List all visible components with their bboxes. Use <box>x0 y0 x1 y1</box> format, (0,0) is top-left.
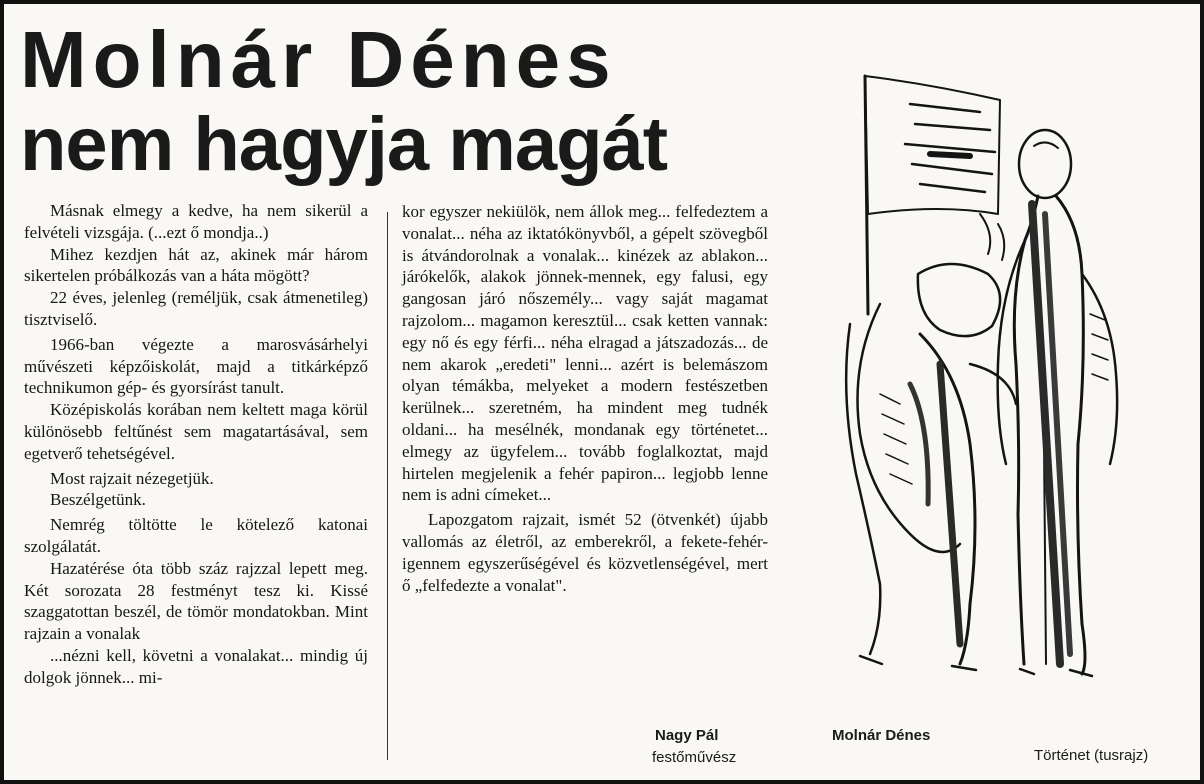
ink-drawing-icon <box>820 64 1200 734</box>
paragraph: Mihez kezdjen hát az, akinek már három sikertelen próbálkozás van a háta mögött? <box>24 244 368 286</box>
paragraph: Beszélgetünk. <box>50 490 146 510</box>
paragraph: 1966-ban végezte a marosvásárhelyi művészeti képzőiskolát, majd a titkárképző technikumon gép- és gyorsírást tanult. <box>24 334 368 398</box>
paragraph: ...nézni kell, követni a vonalakat... mindig új dolgok jönnek... mi- <box>24 645 368 687</box>
artist-name: Molnár Dénes <box>832 727 931 744</box>
paragraph: Lapozgatom rajzait, ismét 52 (ötvenkét) újabb vallomás az életről, az emberekről, a fekete-fehér-igennem egyszerűségével és közvetlenségével, mert ő „felfedezte a vonalat". <box>402 510 768 595</box>
headline-line-2: nem hagyja magát <box>20 102 668 187</box>
paragraph: Most rajzait nézegetjük. <box>50 468 214 488</box>
headline-line-1: Molnár Dénes <box>20 15 617 104</box>
artwork-caption: Történet (tusrajz) <box>1034 747 1149 764</box>
author-role: festőművész <box>652 749 737 766</box>
paragraph: Hazatérése óta több száz rajzzal lepett meg. Két sorozata 28 festményt tesz ki. Kissé szaggatottan beszél, de tömör mondatokban. Mint rajzain a vonalak <box>24 558 368 644</box>
author-name: Nagy Pál <box>655 727 719 744</box>
paragraph: Nemrég töltötte le kötelező katonai szolgálatát. <box>24 515 368 556</box>
paragraph: 22 éves, jelenleg (reméljük, csak átmenetileg) tisztviselő. <box>24 288 368 329</box>
article-column-left <box>24 200 368 689</box>
paragraph: Másnak elmegy a kedve, ha nem sikerül a felvételi vizsgája. (...ezt ő mondja..) <box>24 201 368 242</box>
column-divider <box>387 212 388 760</box>
article-column-right <box>402 201 768 596</box>
paragraph: kor egyszer nekiülök, nem állok meg... felfedeztem a vonalat... néha az iktatókönyvből, a gépelt szövegből is átvándorolnak a vonalak... kinézek az ablakon... járókelők, alakok jönnek-mennek, egy falusi, egy gangosan járó nőszemély... vagy saját magamat rajzolom... magamon keresztül... csak ketten vannak: egy nő és egy férfi... néha elragad a játszadozás... de nem akarok „eredeti" lenni... azért is belemászom olyan témákba, melyeket a modern festészetben kerülnek... szeretném, ha mindent meg tudnék oldani... ha mesélnék, mondanak egy történetet... elmegy az ügyfelem... tovább foglalkoztat, majd hirtelen megjelenik a fehér papiron... legjobb lenne nem is adni címeket... <box>402 202 768 505</box>
paragraph: Középiskolás korában nem keltett maga körül különösebb feltűnést sem magatartásával, sem egetverő tehetségével. <box>24 400 368 463</box>
